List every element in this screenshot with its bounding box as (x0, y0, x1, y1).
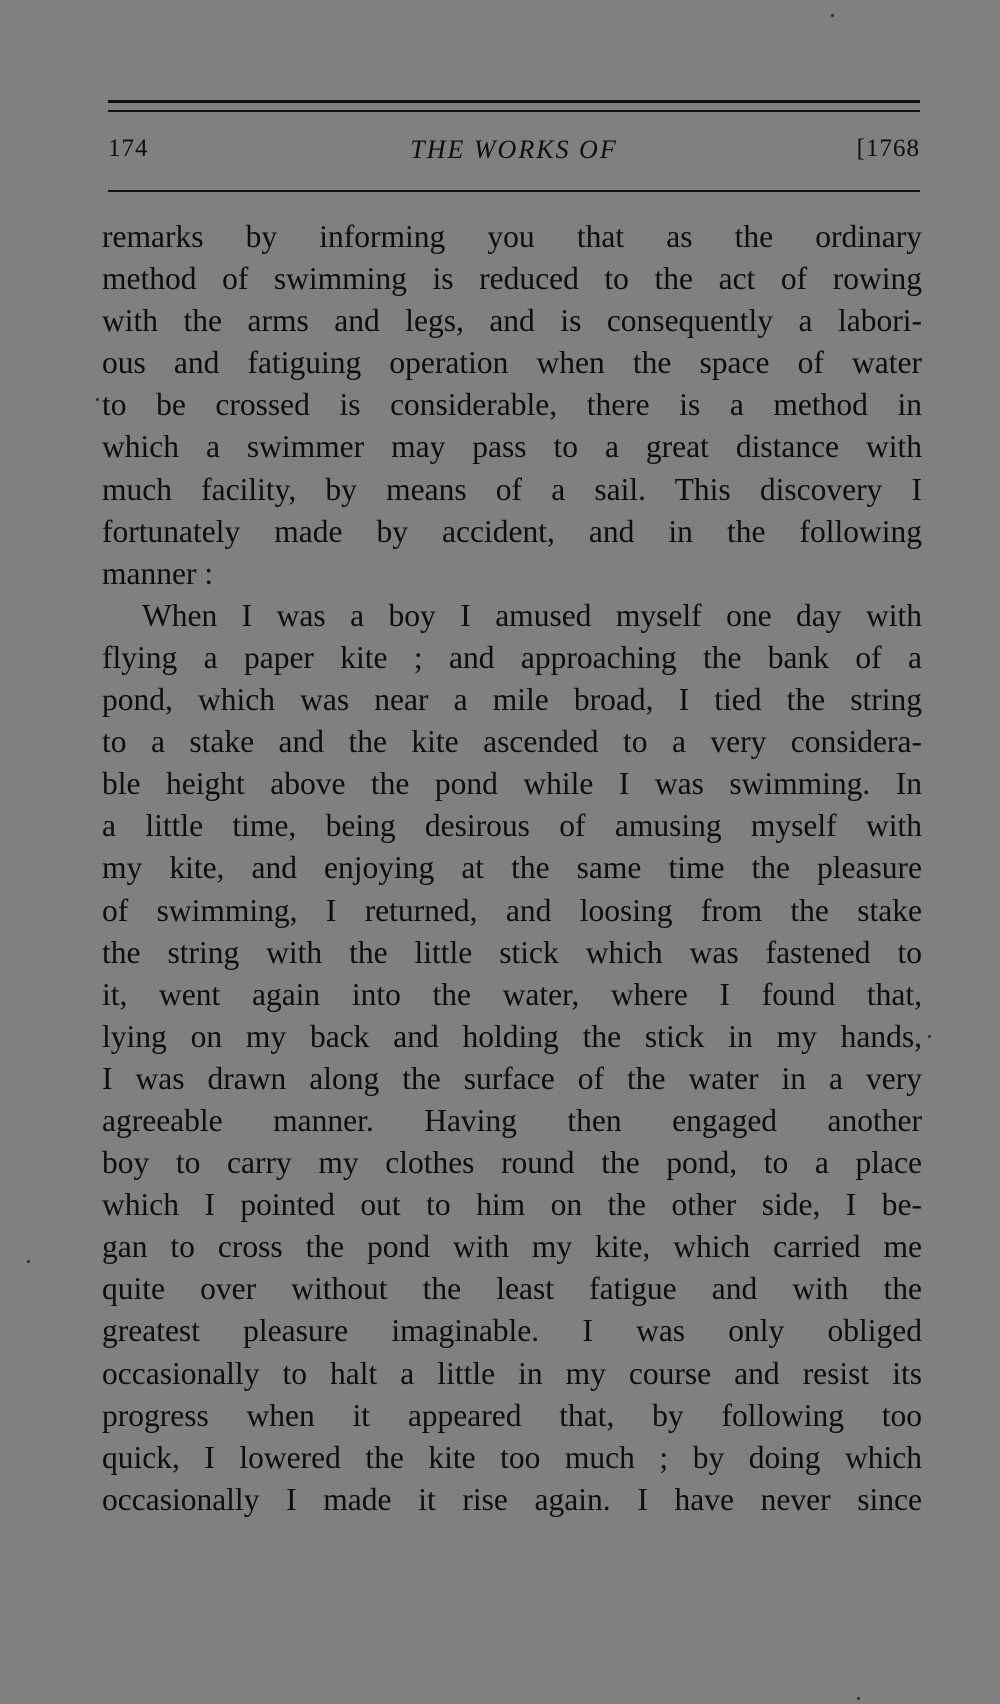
scan-speck (96, 398, 99, 401)
text-line: occasionally I made it rise again. I have never since (102, 1481, 922, 1517)
text-line: remarks by informing you that as the ordinary (102, 219, 922, 254)
text-line: quick, I lowered the kite too much ; by doing which (102, 1439, 922, 1475)
text-line: which a swimmer may pass to a great distance with (102, 429, 922, 465)
page-number: 174 (108, 135, 149, 162)
scan-speck (831, 14, 834, 17)
text-line: it, went again into the water, where I found that, (102, 976, 922, 1012)
text-line: of swimming, I returned, and loosing from the stake (102, 892, 922, 928)
header-rule (108, 190, 920, 192)
text-line: ble height above the pond while I was swimming. In (102, 766, 922, 802)
text-line-paragraph-start: When I was a boy I amused myself one day with (142, 597, 922, 633)
text-line: lying on my back and holding the stick in my hands, (102, 1018, 922, 1054)
text-line: fortunately made by accident, and in the following (102, 513, 922, 549)
text-line-paragraph-end: manner : (102, 555, 214, 591)
text-line: boy to carry my clothes round the pond, to a place (102, 1145, 922, 1181)
top-double-rule-upper (108, 100, 920, 103)
text-line: occasionally to halt a little in my course and resist its (102, 1355, 922, 1391)
text-line: my kite, and enjoying at the same time the pleasure (102, 850, 922, 886)
body-text (102, 216, 922, 1521)
running-year: [1768 (856, 135, 920, 162)
top-double-rule-lower (108, 110, 920, 112)
scan-speck (928, 1035, 931, 1038)
text-line: method of swimming is reduced to the act of rowing (102, 261, 922, 297)
running-title: THE WORKS OF (410, 135, 618, 164)
text-line: which I pointed out to him on the other side, I be- (102, 1187, 922, 1223)
text-line: quite over without the least fatigue and with the (102, 1271, 922, 1307)
text-line: I was drawn along the surface of the water in a very (102, 1060, 922, 1096)
text-line: much facility, by means of a sail. This discovery I (102, 471, 922, 507)
text-line: to be crossed is considerable, there is a method in (102, 387, 922, 423)
text-line: ous and fatiguing operation when the space of water (102, 345, 922, 381)
text-line: gan to cross the pond with my kite, which carried me (102, 1229, 922, 1265)
text-line: pond, which was near a mile broad, I tied the string (102, 682, 922, 718)
running-head (108, 135, 920, 175)
text-line: the string with the little stick which was fastened to (102, 934, 922, 970)
text-line: to a stake and the kite ascended to a very considera- (102, 724, 922, 760)
text-line: a little time, being desirous of amusing myself with (102, 808, 922, 844)
text-line: flying a paper kite ; and approaching the bank of a (102, 639, 922, 675)
scan-speck (27, 1260, 30, 1263)
text-line: agreeable manner. Having then engaged another (102, 1102, 922, 1138)
text-line: greatest pleasure imaginable. I was only obliged (102, 1313, 922, 1349)
text-line: with the arms and legs, and is consequently a labori- (102, 303, 922, 339)
text-line: progress when it appeared that, by following too (102, 1397, 922, 1433)
scan-speck (857, 1697, 860, 1700)
